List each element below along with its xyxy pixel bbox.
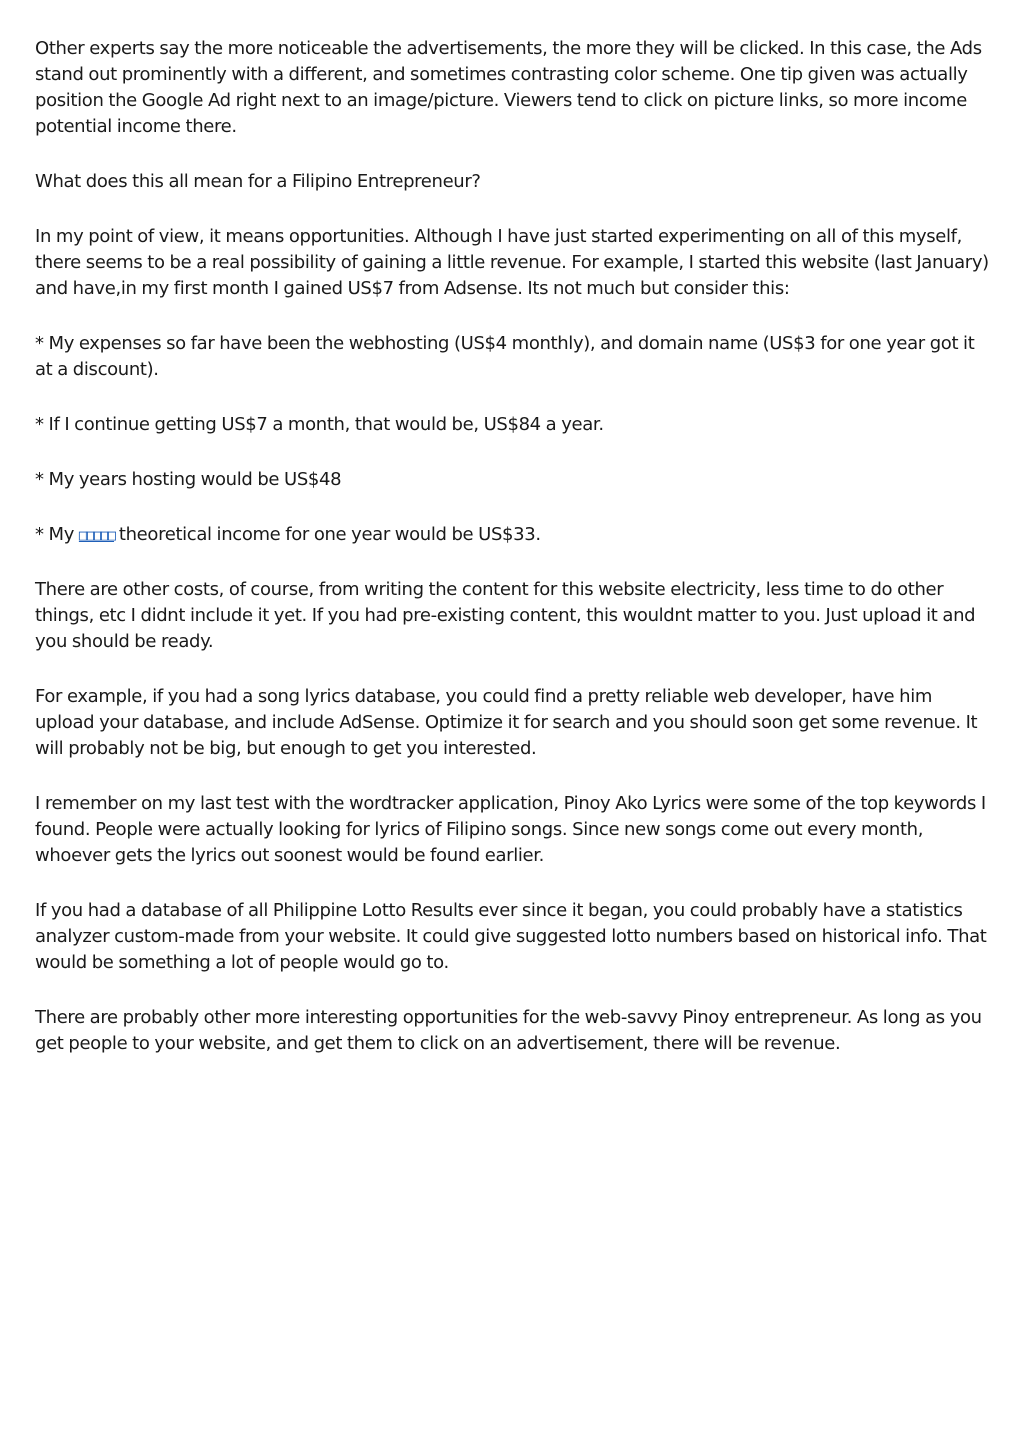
- paragraph: There are probably other more interesting opportunities for the web-savvy Pinoy entrepreneur. As long as you get people to your website, and get them to click on an advertisement, there will be revenue.: [35, 1007, 982, 1054]
- inline-link[interactable]: □□□□□: [78, 526, 115, 544]
- paragraph: In my point of view, it means opportunities. Although I have just started experimenting on all of this myself, there seems to be a real possibility of gaining a little revenue. For example, I started this website (last January) and have,in my first month I gained US$7 from Adsense. Its not much but consider this:: [35, 226, 989, 299]
- paragraph: There are other costs, of course, from writing the content for this website electricity, less time to do other things, etc I didnt include it yet. If you had pre-existing content, this wouldnt matter to you. Just upload it and you should be ready.: [35, 579, 976, 652]
- paragraph: * If I continue getting US$7 a month, that would be, US$84 a year.: [35, 414, 604, 435]
- paragraph: * My expenses so far have been the webhosting (US$4 monthly), and domain name (US$3 for one year got it at a discount).: [35, 333, 975, 380]
- document-body: [35, 36, 993, 1086]
- paragraph: What does this all mean for a Filipino Entrepreneur?: [35, 171, 481, 192]
- paragraph: For example, if you had a song lyrics database, you could find a pretty reliable web developer, have him upload your database, and include AdSense. Optimize it for search and you should soon get some revenue. It will probably not be big, but enough to get you interested.: [35, 686, 978, 759]
- paragraph: If you had a database of all Philippine Lotto Results ever since it began, you could probably have a statistics analyzer custom-made from your website. It could give suggested lotto numbers based on historical info. That would be something a lot of people would go to.: [35, 900, 987, 973]
- paragraph-with-link: [35, 522, 993, 548]
- paragraph: * My years hosting would be US$48: [35, 469, 342, 490]
- paragraph: Other experts say the more noticeable the advertisements, the more they will be clicked. In this case, the Ads stand out prominently with a different, and sometimes contrasting color scheme. One tip given was actually position the Google Ad right next to an image/picture. Viewers tend to click on picture links, so more income potential income there.: [35, 38, 982, 137]
- link-prefix: * My: [35, 524, 79, 545]
- link-suffix: theoretical income for one year would be US$33.: [114, 524, 541, 545]
- paragraph: I remember on my last test with the wordtracker application, Pinoy Ako Lyrics were some of the top keywords I found. People were actually looking for lyrics of Filipino songs. Since new songs come out every month, whoever gets the lyrics out soonest would be found earlier.: [35, 793, 986, 866]
